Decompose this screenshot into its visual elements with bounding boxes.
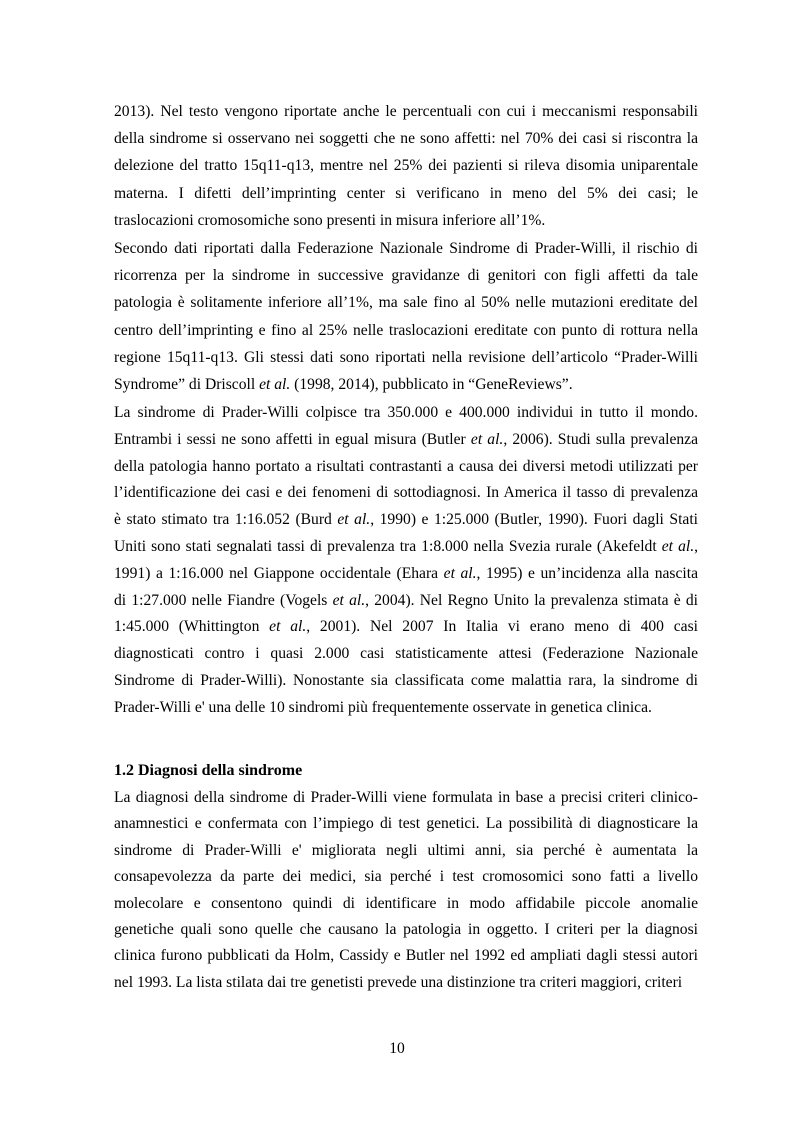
text-line <box>114 974 698 992</box>
text-line <box>114 645 698 663</box>
text-line <box>114 511 698 529</box>
italic-citation: et al. <box>470 430 504 448</box>
text-segment: ricorrenza per la sindrome in successive gravidanze di genitori con figli affetti da tale <box>114 267 698 285</box>
text-segment: delezione del tratto 15q11-q13, mentre nel 25% dei pazienti si rileva disomia uniparentale <box>114 157 698 175</box>
text-line <box>114 565 698 583</box>
text-line <box>114 157 698 175</box>
text-segment: l’identificazione dei casi e dei fenomeni di sottodiagnosi. In America il tasso di prevalenza <box>114 484 698 502</box>
text-segment: , 2001). Nel 2007 In Italia vi erano meno di 400 casi <box>306 618 698 636</box>
text-line <box>114 842 698 860</box>
italic-citation: et al. <box>269 618 307 636</box>
text-segment: genetiche quali sono quelle che causano la patologia in oggetto. I criteri per la diagnosi <box>114 921 698 938</box>
italic-citation: et al. <box>332 591 366 609</box>
text-line <box>114 789 698 807</box>
text-segment: 2013). Nel testo vengono riportate anche le percentuali con cui i meccanismi responsabili <box>114 103 698 120</box>
text-line <box>114 868 698 886</box>
text-segment: clinica furono pubblicati da Holm, Cassidy e Butler nel 1992 ed ampliati dagli stessi autori <box>114 947 698 965</box>
section-heading: 1.2 Diagnosi della sindrome <box>114 762 303 779</box>
text-line <box>114 699 698 717</box>
text-segment: 1991) a 1:16.000 nel Giappone occidentale (Ehara <box>114 564 444 582</box>
text-line <box>114 185 698 203</box>
text-segment: della patologia hanno portato a risultati contrastanti a causa dei diversi metodi utilizzati per <box>114 457 698 475</box>
text-line <box>114 212 698 230</box>
text-segment: di 1:27.000 nelle Fiandre (Vogels <box>114 591 333 609</box>
text-segment: 1:45.000 (Whittington <box>114 618 270 636</box>
text-segment: della sindrome si osservano nei soggetti che ne sono affetti: nel 70% dei casi si riscontra la <box>114 130 698 148</box>
text-segment: , 1990) e 1:25.000 (Butler, 1990). Fuori dagli Stati <box>370 511 698 529</box>
text-segment: centro dell’imprinting e fino al 25% nelle traslocazioni ereditate con punto di rottura nella <box>114 321 698 339</box>
text-line <box>114 458 698 476</box>
text-line <box>114 322 698 340</box>
text-segment: traslocazioni cromosomiche sono presenti in misura inferiore all’1%. <box>114 211 546 229</box>
text-segment: regione 15q11-q13. Gli stessi dati sono riportati nella revisione dell’articolo “Prader-Willi <box>114 348 698 366</box>
text-line <box>114 484 698 502</box>
text-segment: Prader-Willi e' una delle 10 sindromi più frequentemente osservate in genetica clinica. <box>114 698 652 716</box>
text-segment: La sindrome di Prader-Willi colpisce tra 350.000 e 400.000 individui in tutto il mondo. <box>114 404 698 421</box>
text-segment: , <box>694 538 698 555</box>
text-segment: consapevolezza da parte dei medici, sia perché i test cromosomici sono fatti a livello <box>114 868 698 886</box>
page-number: 10 <box>389 1040 405 1057</box>
italic-citation: et al. <box>337 511 371 529</box>
text-segment: è stato stimato tra 1:16.052 (Burd <box>114 511 338 529</box>
text-segment: anamnestici e confermata con l’impiego di test genetici. La possibilità di diagnosticare la <box>114 815 698 833</box>
text-line <box>114 895 698 913</box>
text-line <box>114 947 698 965</box>
text-segment: , 2004). Nel Regno Unito la prevalenza stimata è di <box>365 591 698 609</box>
text-segment: , 2006). Studi sulla prevalenza <box>503 430 699 448</box>
text-line <box>114 103 698 121</box>
italic-citation: et al. <box>443 564 477 582</box>
text-line <box>114 404 698 422</box>
text-line <box>114 921 698 939</box>
text-segment: Uniti sono stati segnalati tassi di prevalenza tra 1:8.000 nella Svezia rurale (Akefeldt <box>114 538 662 555</box>
text-segment: , 1995) e un’incidenza alla nascita <box>476 564 698 582</box>
text-line <box>114 431 698 449</box>
text-segment: Sindrome di Prader-Willi). Nonostante sia classificata come malattia rara, la sindrome di <box>114 672 698 689</box>
text-line <box>114 349 698 367</box>
text-segment: molecolare e consentono quindi di identificare in modo affidabile piccole anomalie <box>114 894 698 912</box>
text-line <box>114 618 698 636</box>
text-segment: diagnosticati contro i quasi 2.000 casi statisticamente attesi (Federazione Nazionale <box>114 645 698 663</box>
text-segment: sindrome di Prader-Willi e' migliorata negli ultimi anni, sia perché è aumentata la <box>114 841 698 859</box>
text-line <box>114 815 698 833</box>
text-line <box>114 538 698 556</box>
text-segment: nel 1993. La lista stilata dai tre genetisti prevede una distinzione tra criteri maggiori, criteri <box>114 973 683 991</box>
text-segment: La diagnosi della sindrome di Prader-Willi viene formulata in base a precisi criteri clinico- <box>114 789 698 806</box>
text-line <box>114 592 698 610</box>
text-segment: Secondo dati riportati dalla Federazione Nazionale Sindrome di Prader-Willi, il rischio di <box>114 240 698 257</box>
text-line <box>114 376 698 394</box>
text-segment: Syndrome” di Driscoll <box>114 376 260 393</box>
text-line <box>114 240 698 258</box>
text-line <box>114 267 698 285</box>
italic-citation: et al. <box>661 538 695 555</box>
text-line <box>114 672 698 690</box>
text-segment: patologia è solitamente inferiore all’1%, ma sale fino al 50% nelle mutazioni ereditate del <box>114 294 698 312</box>
text-line <box>114 130 698 148</box>
italic-citation: et al. <box>259 376 291 393</box>
text-line <box>114 294 698 312</box>
text-segment: Entrambi i sessi ne sono affetti in egual misura (Butler <box>114 430 471 448</box>
text-segment: materna. I difetti dell’imprinting center si verificano in meno del 5% dei casi; le <box>114 184 698 202</box>
text-segment: (1998, 2014), pubblicato in “GeneReviews”. <box>290 376 573 393</box>
